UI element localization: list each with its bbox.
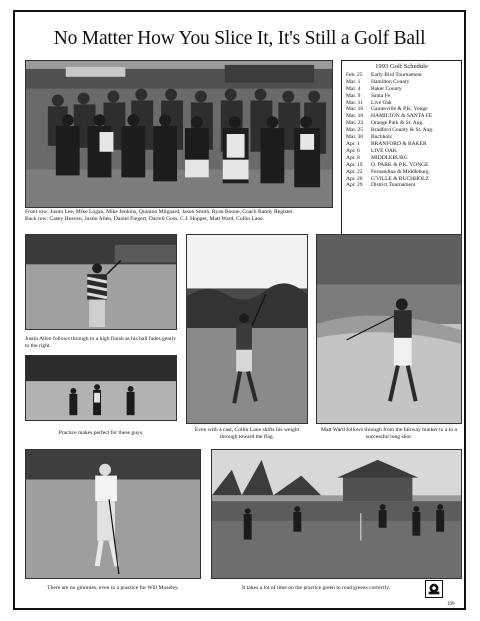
schedule-date: Mar. 9 — [346, 92, 361, 99]
schedule-date: Apr. 19 — [346, 161, 363, 168]
page-title: No Matter How You Slice It, It's Still a Golf Ball — [53, 28, 426, 49]
schedule-event: G'VILLE & BUCHHOLZ — [371, 175, 429, 182]
team-photo-image — [26, 61, 332, 207]
schedule-date: Mar. 11 — [346, 99, 363, 106]
schedule-row — [346, 113, 457, 120]
schedule-row — [346, 93, 457, 100]
schedule-event: LIVE OAK — [371, 147, 397, 154]
schedule-event: Early Bird Tournament — [371, 71, 422, 78]
schedule-event: Buchholz — [371, 134, 393, 141]
schedule-date: Mar. 4 — [346, 85, 361, 92]
schedule-date: Apr. 26 — [346, 175, 363, 182]
schedule-event: HAMILTON & SANTA FE — [371, 113, 433, 120]
yearbook-logo-icon — [425, 580, 443, 598]
ward-photo — [316, 234, 462, 424]
page-number: 199 — [447, 602, 455, 607]
schedule-row — [346, 141, 457, 148]
green-photo-image — [212, 450, 461, 578]
golf-schedule — [341, 60, 462, 256]
team-caption-back: Back row: Casey Heaven, Justin Allen, Daniel Fiegert, Darrell Goss, C.J. Hopper, Matt Ward, Collin Lane. — [25, 216, 265, 222]
schedule-row — [346, 127, 457, 134]
team-caption-front: Front row: Justin Lee, Mike Logan, Mike Jenkins, Quinton Milgaard, Jason Smith, Ryan Boone, Coach Randy Register. — [25, 209, 294, 215]
schedule-row — [346, 134, 457, 141]
schedule-date: Mar. 16 — [346, 106, 364, 113]
schedule-row — [346, 120, 457, 127]
schedule-row — [346, 100, 457, 107]
schedule-row — [346, 72, 457, 79]
allen-caption: Justin Allen follows through to a high finish as his ball fades gently to the right. — [25, 336, 177, 349]
lane-caption: Even with a cast, Collin Lane shifts his weight through toward the flag. — [194, 427, 300, 440]
schedule-event: Hamilton County — [371, 78, 410, 85]
lane-photo — [186, 234, 308, 424]
ward-caption: Matt Ward follows through from the fairway bunker to a to a successful long shot. — [321, 427, 457, 440]
schedule-event: District Tournament — [371, 182, 416, 189]
lane-photo-image — [187, 235, 307, 423]
schedule-date: Apr. 22 — [346, 168, 363, 175]
practice-photo — [25, 355, 177, 421]
schedule-event: Fernandina & Middleburg — [371, 168, 429, 175]
schedule-row — [346, 169, 457, 176]
schedule-date: Mar. 25 — [346, 127, 364, 134]
yearbook-logo-graphic — [426, 581, 442, 597]
schedule-date: Mar. 23 — [346, 120, 364, 127]
team-photo — [25, 60, 333, 208]
schedule-date: Feb. 25 — [346, 71, 363, 78]
schedule-row — [346, 176, 457, 183]
schedule-event: O. PARK & P.K. YONGE — [371, 161, 429, 168]
schedule-event: MIDDLEBURG — [371, 154, 408, 161]
schedule-row — [346, 148, 457, 155]
schedule-date: Mar. 1 — [346, 78, 361, 85]
schedule-row — [346, 86, 457, 93]
moseley-caption: There are no gimmies, even in a practice for Will Moseley. — [47, 585, 179, 591]
schedule-event: Orange Park & St. Aug. — [371, 120, 424, 127]
moseley-photo — [25, 449, 201, 579]
ward-photo-image — [317, 235, 461, 423]
schedule-date: Apr. 29 — [346, 182, 363, 189]
practice-photo-image — [26, 356, 176, 420]
schedule-event: BRANFORD & BAKER — [371, 140, 427, 147]
allen-photo — [25, 234, 177, 330]
practice-caption: Practice makes perfect for these guys. — [58, 430, 144, 436]
schedule-row — [346, 106, 457, 113]
schedule-event: Bradford County & St. Aug. — [371, 127, 434, 134]
schedule-event: Baker County — [371, 85, 402, 92]
yearbook-page — [13, 10, 466, 610]
moseley-photo-image — [26, 450, 200, 578]
allen-photo-image — [26, 235, 176, 329]
schedule-event: Santa Fe — [371, 92, 391, 99]
green-caption: It takes a lot of time on the practice green to read greens correctly. — [241, 585, 391, 591]
schedule-row — [346, 182, 457, 189]
schedule-event: Gainesville & P.K. Yonge — [371, 106, 428, 113]
schedule-row — [346, 155, 457, 162]
schedule-date: Apr. 1 — [346, 140, 360, 147]
schedule-date: Apr. 6 — [346, 147, 360, 154]
schedule-row — [346, 79, 457, 86]
green-photo — [211, 449, 462, 579]
schedule-event: Live Oak — [371, 99, 392, 106]
schedule-title: 1993 Golf Schedule — [375, 63, 428, 70]
schedule-date: Mar. 18 — [346, 113, 364, 120]
schedule-date: Mar. 30 — [346, 134, 364, 141]
schedule-row — [346, 162, 457, 169]
schedule-date: Apr. 8 — [346, 154, 360, 161]
